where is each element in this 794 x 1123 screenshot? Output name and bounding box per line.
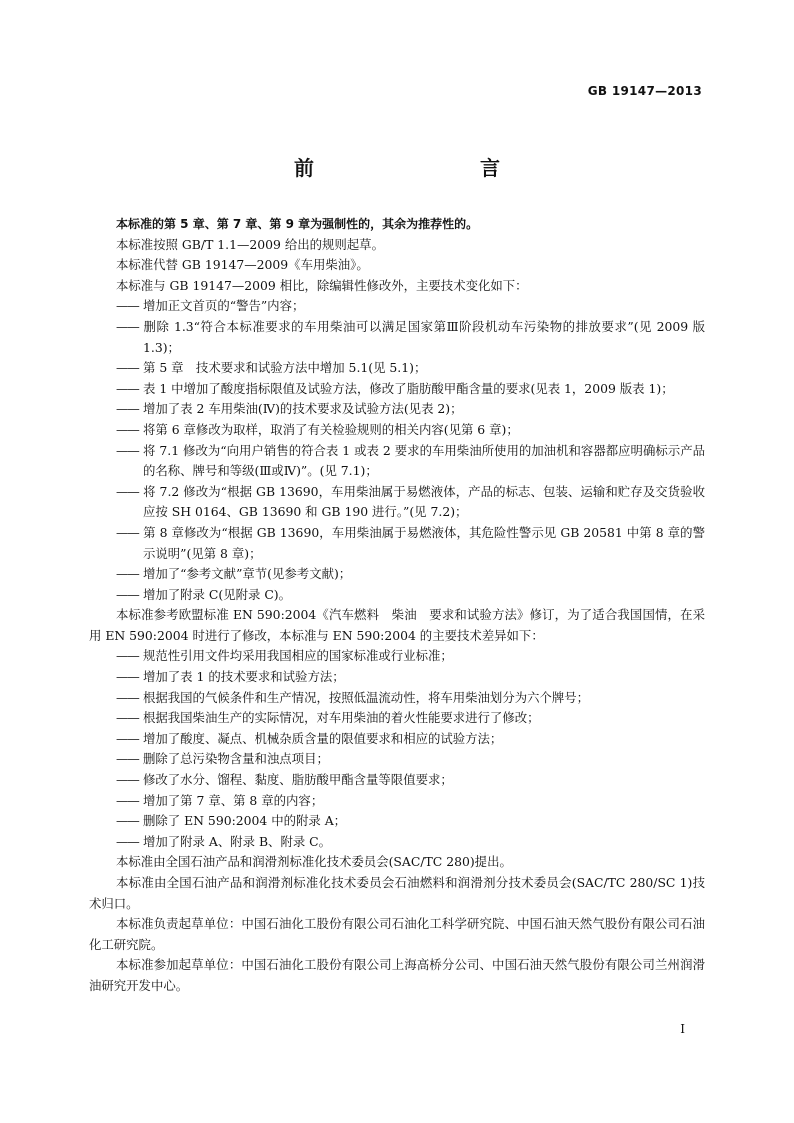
foreword-body	[89, 214, 705, 997]
list-item-text: 增加了“参考文献”章节(见参考文献)；	[143, 566, 352, 582]
list-item-text: 增加正文首页的“警告”内容；	[143, 298, 305, 314]
list-item	[89, 688, 705, 709]
list-item	[89, 399, 705, 420]
list-item	[89, 646, 705, 667]
list-item	[89, 379, 705, 400]
list-item-text: 根据我国柴油生产的实际情况，对车用柴油的着火性能要求进行了修改；	[143, 710, 540, 726]
list-item	[89, 482, 705, 523]
list-item-text: 根据我国的气候条件和生产情况，按照低温流动性，将车用柴油划分为六个牌号；	[143, 689, 590, 705]
list-item	[89, 523, 705, 564]
list-dash: ——	[116, 298, 139, 314]
list-item-text: 将 7.1 修改为“向用户销售的符合表 1 或表 2 要求的车用柴油所使用的加油机和容器都应明确标示产品的名称、牌号和等级(Ⅲ或Ⅳ)”。(见 7.1)；	[143, 442, 705, 479]
list-dash: ——	[116, 401, 139, 417]
list-dash: ——	[116, 792, 139, 808]
page-title: 前 言	[294, 156, 542, 180]
list-dash: ——	[116, 751, 139, 767]
list-item	[89, 296, 705, 317]
list-item	[89, 358, 705, 379]
list-item	[89, 811, 705, 832]
list-dash: ——	[116, 318, 139, 334]
list-item-text: 修改了水分、馏程、黏度、脂肪酸甲酯含量等限值要求；	[143, 772, 453, 788]
body-paragraph: 本标准参考欧盟标准 EN 590:2004《汽车燃料 柴油 要求和试验方法》修订，为了适合我国国情，在采用 EN 590:2004 时进行了修改，本标准与 EN 590:2004 的主要技术差异如下：	[89, 607, 705, 643]
list-item	[89, 770, 705, 791]
list-dash: ——	[116, 833, 139, 849]
body-paragraph: 本标准代替 GB 19147—2009《车用柴油》。	[116, 257, 369, 273]
list-dash: ——	[116, 442, 139, 458]
list-item	[89, 317, 705, 358]
list-item-text: 增加了表 1 的技术要求和试验方法；	[143, 669, 345, 685]
list-dash: ——	[116, 586, 139, 602]
list-item	[89, 729, 705, 750]
body-paragraph: 本标准的第 5 章、第 7 章、第 9 章为强制性的，其余为推荐性的。	[116, 217, 479, 231]
list-item-text: 增加了表 2 车用柴油(Ⅳ)的技术要求及试验方法(见表 2)；	[143, 401, 463, 417]
list-item-text: 规范性引用文件均采用我国相应的国家标准或行业标准；	[143, 648, 453, 664]
list-item-text: 删除了 EN 590:2004 中的附录 A；	[143, 813, 347, 829]
list-item-text: 第 5 章 技术要求和试验方法中增加 5.1(见 5.1)；	[143, 360, 427, 376]
list-item-text: 删除了总污染物含量和浊点项目；	[143, 751, 329, 767]
list-item	[89, 708, 705, 729]
list-item	[89, 749, 705, 770]
list-item-text: 表 1 中增加了酸度指标限值及试验方法，修改了脂肪酸甲酯含量的要求(见表 1，2009 版表 1)；	[143, 380, 674, 396]
list-item-text: 第 8 章修改为“根据 GB 13690，车用柴油属于易燃液体，其危险性警示见 GB 20581 中第 8 章的警示说明”(见第 8 章)；	[143, 524, 705, 561]
body-paragraph: 本标准按照 GB/T 1.1—2009 给出的规则起草。	[116, 236, 384, 252]
list-dash: ——	[116, 524, 139, 540]
list-item	[89, 832, 705, 853]
list-item	[89, 667, 705, 688]
list-item-text: 增加了附录 A、附录 B、附录 C。	[143, 833, 332, 849]
list-dash: ——	[116, 648, 139, 664]
body-paragraph: 本标准由全国石油产品和润滑剂标准化技术委员会(SAC/TC 280)提出。	[116, 854, 512, 870]
body-paragraph: 本标准与 GB 19147—2009 相比，除编辑性修改外，主要技术变化如下：	[116, 277, 528, 293]
list-dash: ——	[116, 730, 139, 746]
list-dash: ——	[116, 380, 139, 396]
body-paragraph: 本标准负责起草单位：中国石油化工股份有限公司石油化工科学研究院、中国石油天然气股份有限公司石油化工研究院。	[89, 916, 705, 952]
list-item-text: 增加了附录 C(见附录 C)。	[143, 586, 292, 602]
list-item	[89, 791, 705, 812]
page-number: I	[680, 1022, 685, 1036]
list-item-text: 增加了酸度、凝点、机械杂质含量的限值要求和相应的试验方法；	[143, 730, 503, 746]
list-dash: ——	[116, 772, 139, 788]
list-dash: ——	[116, 669, 139, 685]
list-dash: ——	[116, 360, 139, 376]
list-dash: ——	[116, 421, 139, 437]
body-paragraph: 本标准由全国石油产品和润滑剂标准化技术委员会石油燃料和润滑剂分技术委员会(SAC/TC 280/SC 1)技术归口。	[89, 875, 705, 911]
list-dash: ——	[116, 566, 139, 582]
standard-number: GB 19147—2013	[587, 84, 702, 98]
list-item-text: 将第 6 章修改为取样，取消了有关检验规则的相关内容(见第 6 章)；	[143, 421, 519, 437]
list-dash: ——	[116, 813, 139, 829]
list-dash: ——	[116, 483, 139, 499]
list-item	[89, 441, 705, 482]
list-item	[89, 420, 705, 441]
list-item-text: 增加了第 7 章、第 8 章的内容；	[143, 792, 324, 808]
list-dash: ——	[116, 710, 139, 726]
list-dash: ——	[116, 689, 139, 705]
list-item-text: 删除 1.3“符合本标准要求的车用柴油可以满足国家第Ⅲ阶段机动车污染物的排放要求”(见 2009 版 1.3)；	[143, 318, 705, 355]
body-paragraph: 本标准参加起草单位：中国石油化工股份有限公司上海高桥分公司、中国石油天然气股份有限公司兰州润滑油研究开发中心。	[89, 957, 705, 993]
list-item	[89, 564, 705, 585]
list-item-text: 将 7.2 修改为“根据 GB 13690，车用柴油属于易燃液体，产品的标志、包装、运输和贮存及交货验收应按 SH 0164、GB 13690 和 GB 190 进行。”(见 7.2)；	[143, 483, 705, 520]
list-item	[89, 585, 705, 606]
